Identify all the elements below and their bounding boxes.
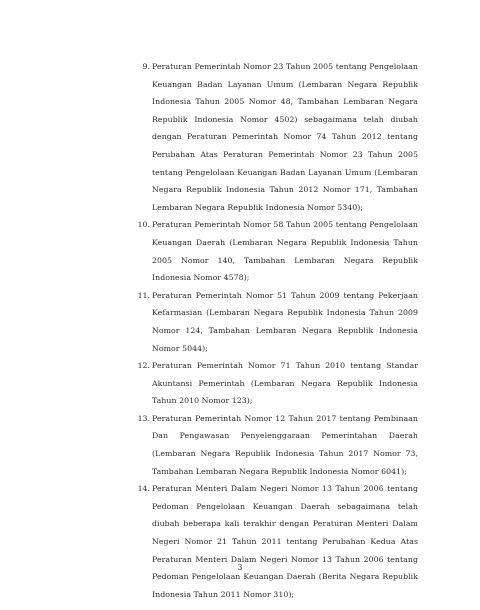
scan-speck [187,548,188,549]
list-item [128,410,418,480]
item-text: Peraturan Pemerintah Nomor 58 Tahun 2005 tentang Pengelolaan Keuangan Daerah (Lembaran Negara Republik Indonesia Tahun 2005 Nomor 140, Tambahan Lembaran Negara Republik Indonesia Nomor 4578); [152,220,418,283]
item-number: 13. [137,413,150,423]
item-text: Peraturan Pemerintah Nomor 23 Tahun 2005 tentang Pengelolaan Keuangan Badan Layanan Umum (Lembaran Negara Republik Indonesia Tahun 2005 Nomor 48, Tambahan Lembaran Negara Republik Indonesia Nomor 4502) sebagaimana telah diubah dengan Peraturan Pemerintah Nomor 74 Tahun 2012 tentang Perubahan Atas Peraturan Pemerintah Nomor 23 Tahun 2005 tentang Pengelolaan Keuangan Badan Layanan Umum (Lembaran Negara Republik Indonesia Tahun 2012 Nomor 171, Tambahan Lembaran Negara Republik Indonesia Nomor 5340); [152,62,418,212]
list-item [128,216,418,286]
page-number: 3 [237,563,243,572]
item-number: 9. [142,62,150,71]
item-text: Peraturan Pemerintah Nomor 71 Tahun 2010 tentang Standar Akuntansi Pemerintah (Lembaran Negara Republik Indonesia Tahun 2010 Nomor 123); [152,361,418,406]
item-number: 11. [137,290,150,300]
item-text: Peraturan Pemerintah Nomor 51 Tahun 2009 tentang Pekerjaan Kefarmasian (Lembaran Negara Republik Indonesia Tahun 2009 Nomor 124, Tambahan Lembaran Negara Republik Indonesia Nomor 5044); [152,290,418,353]
regulation-list [128,58,418,603]
list-item [128,480,418,603]
item-number: 12. [137,361,150,371]
item-number: 14. [137,484,150,494]
list-item [128,287,418,357]
list-item [128,357,418,410]
item-number: 10. [137,220,150,230]
item-text: Peraturan Pemerintah Nomor 12 Tahun 2017 tentang Pembinaan Dan Pengawasan Penyelenggaraan Pemerintahan Daerah (Lembaran Negara Republik Indonesia Tahun 2017 Nomor 73, Tambahan Lembaran Negara Republik Indonesia Nomor 6041); [152,413,418,476]
item-text: Peraturan Menteri Dalam Negeri Nomor 13 Tahun 2006 tentang Pedoman Pengelolaan Keuangan Daerah sebagaimana telah diubah beberapa kali terakhir dengan Peraturan Menteri Dalam Negeri Nomor 21 Tahun 2011 tentang Perubahan Kedua Atas Peraturan Menteri Dalam Negeri Nomor 13 Tahun 2006 tentang Pedoman Pengelolaan Keuangan Daerah (Berita Negara Republik Indonesia Tahun 2011 Nomor 310); [152,484,418,599]
list-item [128,58,418,216]
